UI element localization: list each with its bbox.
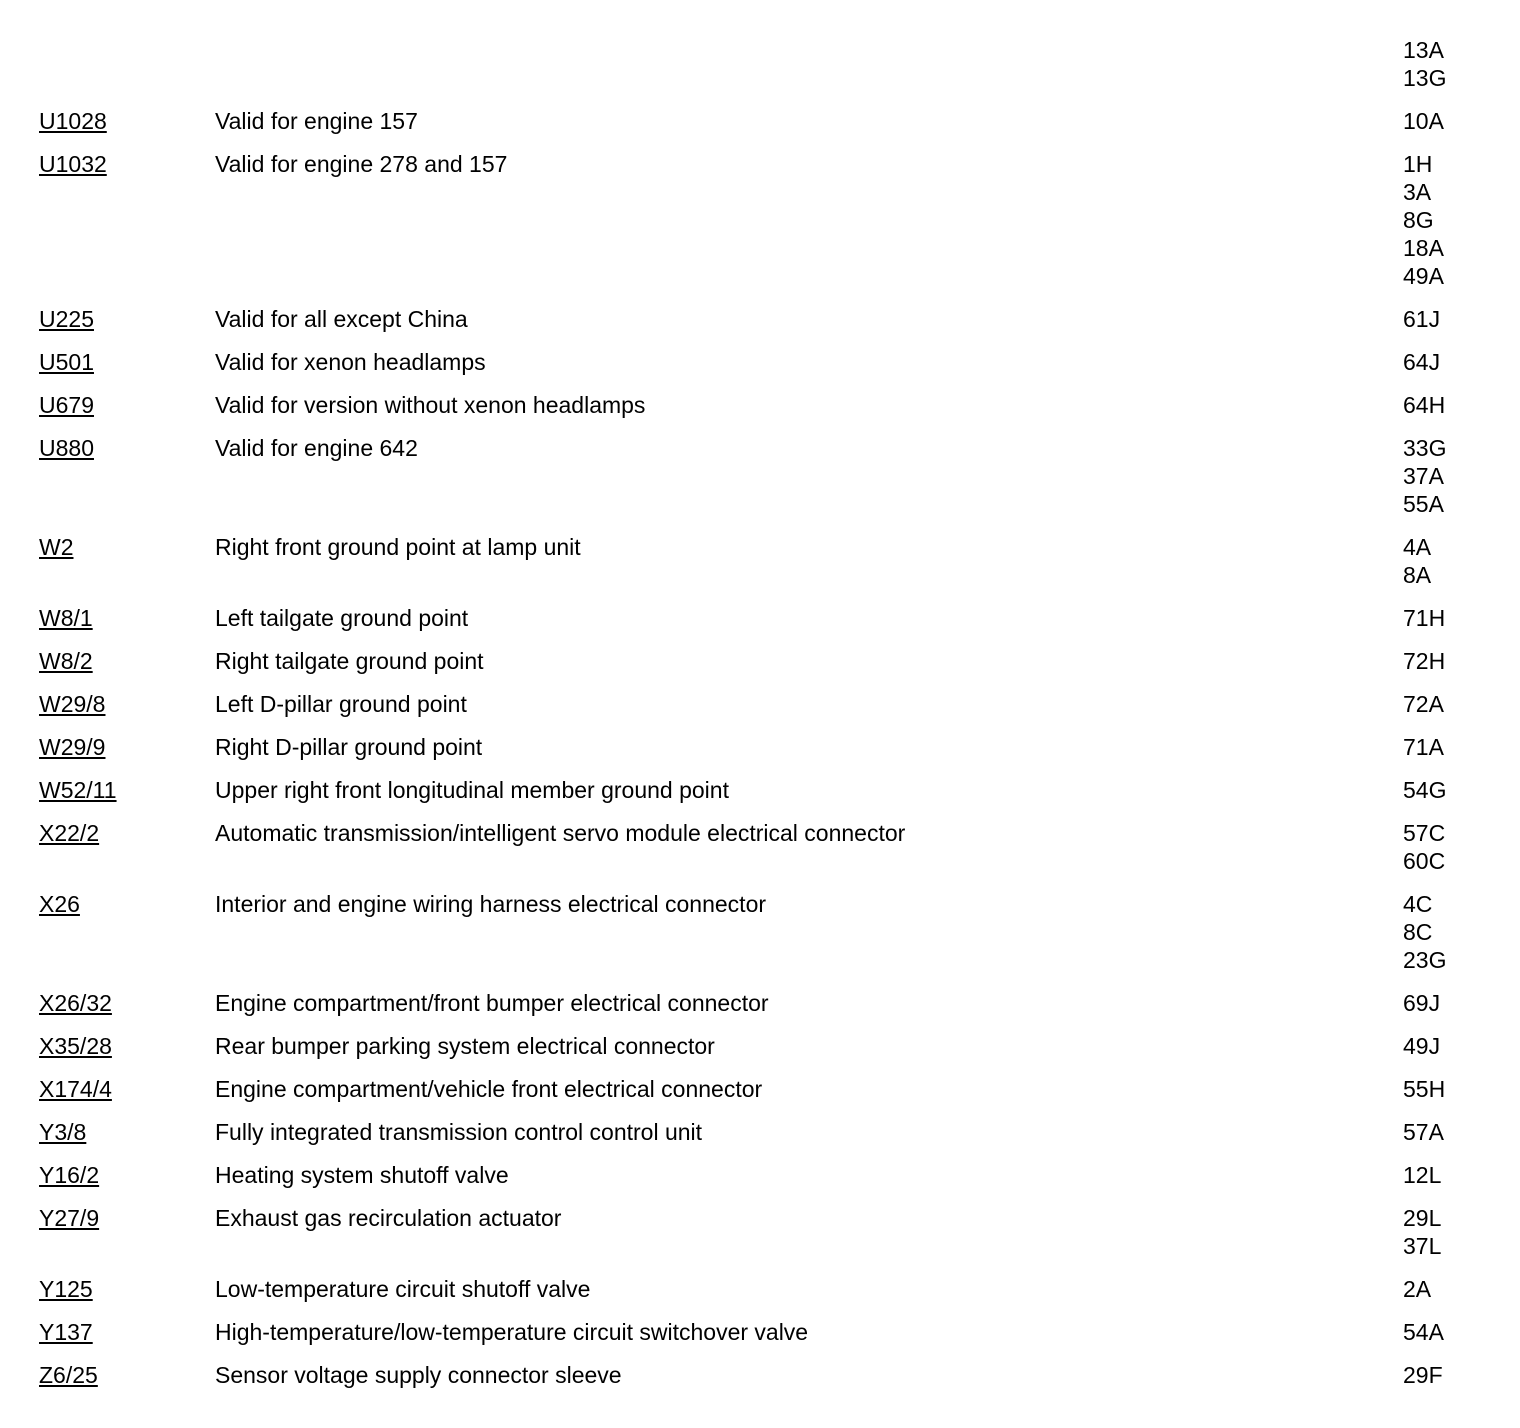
legend-row [0, 1075, 1520, 1103]
legend-row [0, 604, 1520, 632]
grid-reference-list [1403, 690, 1520, 718]
grid-reference[interactable]: 72H [1403, 648, 1446, 674]
legend-row [0, 107, 1520, 135]
component-description: Valid for all except China [215, 306, 468, 332]
grid-reference-list [1403, 1275, 1520, 1303]
legend-row [0, 150, 1520, 290]
grid-reference[interactable]: 71A [1403, 734, 1444, 760]
component-description: Fully integrated transmission control control unit [215, 1119, 703, 1145]
component-code-link[interactable]: Y3/8 [39, 1119, 87, 1145]
grid-reference-list [1403, 434, 1520, 518]
legend-row [0, 733, 1520, 761]
grid-reference[interactable]: 29F [1403, 1362, 1443, 1388]
legend-row [0, 647, 1520, 675]
grid-reference[interactable]: 71H [1403, 605, 1446, 631]
grid-reference-list [1403, 533, 1520, 589]
grid-reference[interactable]: 55A [1403, 491, 1444, 517]
grid-reference[interactable]: 61J [1403, 306, 1441, 332]
grid-reference[interactable]: 64J [1403, 349, 1441, 375]
legend-row [0, 1161, 1520, 1189]
grid-reference-list [1403, 1161, 1520, 1189]
component-description: Valid for engine 278 and 157 [215, 151, 508, 177]
component-code-link[interactable]: W8/1 [39, 605, 93, 631]
legend-row [0, 1204, 1520, 1260]
grid-reference-list [1403, 1361, 1520, 1389]
component-description: Low-temperature circuit shutoff valve [215, 1276, 591, 1302]
grid-reference[interactable]: 72A [1403, 691, 1444, 717]
grid-reference[interactable]: 49J [1403, 1033, 1441, 1059]
grid-reference[interactable]: 4C [1403, 891, 1433, 917]
component-code-link[interactable]: X174/4 [39, 1076, 112, 1102]
legend-row [0, 348, 1520, 376]
grid-reference[interactable]: 60C [1403, 848, 1446, 874]
grid-reference-list [1403, 819, 1520, 875]
component-description: Engine compartment/front bumper electrical connector [215, 990, 769, 1016]
grid-reference[interactable]: 69J [1403, 990, 1441, 1016]
grid-reference[interactable]: 8G [1403, 207, 1434, 233]
grid-reference[interactable]: 54A [1403, 1319, 1444, 1345]
grid-reference[interactable]: 55H [1403, 1076, 1446, 1102]
grid-reference-list [1403, 1118, 1520, 1146]
component-description: Valid for engine 157 [215, 108, 418, 134]
component-description: Engine compartment/vehicle front electrical connector [215, 1076, 763, 1102]
grid-reference[interactable]: 49A [1403, 263, 1444, 289]
component-description: Interior and engine wiring harness electrical connector [215, 891, 767, 917]
grid-reference-list [1403, 150, 1520, 290]
grid-reference[interactable]: 12L [1403, 1162, 1442, 1188]
component-description: High-temperature/low-temperature circuit switchover valve [215, 1319, 809, 1345]
grid-reference-list [1403, 1032, 1520, 1060]
grid-reference[interactable]: 29L [1403, 1205, 1442, 1231]
component-code-link[interactable]: U501 [39, 349, 94, 375]
grid-reference[interactable]: 1H [1403, 151, 1433, 177]
component-code-link[interactable]: U880 [39, 435, 94, 461]
component-code-link[interactable]: U1028 [39, 108, 107, 134]
grid-reference[interactable]: 23G [1403, 947, 1447, 973]
grid-reference[interactable]: 18A [1403, 235, 1444, 261]
grid-reference[interactable]: 37A [1403, 463, 1444, 489]
grid-reference-list [1403, 647, 1520, 675]
component-code-link[interactable]: W2 [39, 534, 74, 560]
legend-row [0, 776, 1520, 804]
component-description: Automatic transmission/intelligent servo module electrical connector [215, 820, 906, 846]
component-description: Left tailgate ground point [215, 605, 469, 631]
legend-row [0, 305, 1520, 333]
component-description: Exhaust gas recirculation actuator [215, 1205, 562, 1231]
grid-reference[interactable]: 57A [1403, 1119, 1444, 1145]
grid-reference-list [1403, 1204, 1520, 1260]
component-description: Right tailgate ground point [215, 648, 484, 674]
component-description: Valid for engine 642 [215, 435, 418, 461]
component-code-link[interactable]: Y125 [39, 1276, 93, 1302]
component-code-link[interactable]: W29/9 [39, 734, 106, 760]
grid-reference-list [1403, 305, 1520, 333]
legend-row [0, 391, 1520, 419]
component-description: Rear bumper parking system electrical connector [215, 1033, 715, 1059]
grid-reference[interactable]: 57C [1403, 820, 1446, 846]
grid-reference-list [1403, 36, 1520, 92]
legend-row [0, 36, 1520, 92]
legend-row [0, 1318, 1520, 1346]
grid-reference-list [1403, 776, 1520, 804]
grid-reference-list [1403, 1318, 1520, 1346]
component-code-link[interactable]: X35/28 [39, 1033, 112, 1059]
legend-row [0, 434, 1520, 518]
grid-reference-list [1403, 1075, 1520, 1103]
legend-row [0, 989, 1520, 1017]
component-code-link[interactable]: X22/2 [39, 820, 100, 846]
grid-reference[interactable]: 13A [1403, 37, 1444, 63]
component-code-link[interactable]: Z6/25 [39, 1362, 98, 1388]
grid-reference-list [1403, 348, 1520, 376]
component-description: Upper right front longitudinal member ground point [215, 777, 729, 803]
legend-row [0, 1361, 1520, 1389]
grid-reference[interactable]: 3A [1403, 179, 1432, 205]
component-code-link[interactable]: W29/8 [39, 691, 106, 717]
grid-reference[interactable]: 13G [1403, 65, 1447, 91]
component-code-link[interactable]: Y16/2 [39, 1162, 100, 1188]
component-code-link[interactable]: U1032 [39, 151, 107, 177]
component-description: Valid for version without xenon headlamps [215, 392, 646, 418]
component-description: Left D-pillar ground point [215, 691, 467, 717]
legend-row [0, 1032, 1520, 1060]
grid-reference[interactable]: 64H [1403, 392, 1446, 418]
component-description: Valid for xenon headlamps [215, 349, 486, 375]
legend-row [0, 1275, 1520, 1303]
grid-reference[interactable]: 8A [1403, 562, 1432, 588]
component-code-link[interactable]: X26 [39, 891, 80, 917]
component-description: Heating system shutoff valve [215, 1162, 509, 1188]
component-code-link[interactable]: Y27/9 [39, 1205, 100, 1231]
grid-reference-list [1403, 391, 1520, 419]
grid-reference[interactable]: 10A [1403, 108, 1444, 134]
legend-row [0, 690, 1520, 718]
component-code-link[interactable]: Y137 [39, 1319, 93, 1345]
grid-reference[interactable]: 54G [1403, 777, 1447, 803]
grid-reference[interactable]: 33G [1403, 435, 1447, 461]
grid-reference-list [1403, 733, 1520, 761]
grid-reference-list [1403, 604, 1520, 632]
legend-row [0, 1118, 1520, 1146]
grid-reference-list [1403, 890, 1520, 974]
component-code-link[interactable]: W52/11 [39, 777, 117, 803]
component-code-link[interactable]: W8/2 [39, 648, 93, 674]
component-description: Right D-pillar ground point [215, 734, 483, 760]
component-code-link[interactable]: X26/32 [39, 990, 112, 1016]
grid-reference[interactable]: 37L [1403, 1233, 1442, 1259]
legend-row [0, 890, 1520, 974]
component-code-link[interactable]: U679 [39, 392, 94, 418]
grid-reference-list [1403, 107, 1520, 135]
grid-reference[interactable]: 8C [1403, 919, 1433, 945]
grid-reference-list [1403, 989, 1520, 1017]
grid-reference[interactable]: 2A [1403, 1276, 1432, 1302]
legend-row [0, 533, 1520, 589]
grid-reference[interactable]: 4A [1403, 534, 1432, 560]
component-code-link[interactable]: U225 [39, 306, 94, 332]
component-description: Sensor voltage supply connector sleeve [215, 1362, 622, 1388]
component-description: Right front ground point at lamp unit [215, 534, 581, 560]
legend-row [0, 819, 1520, 875]
